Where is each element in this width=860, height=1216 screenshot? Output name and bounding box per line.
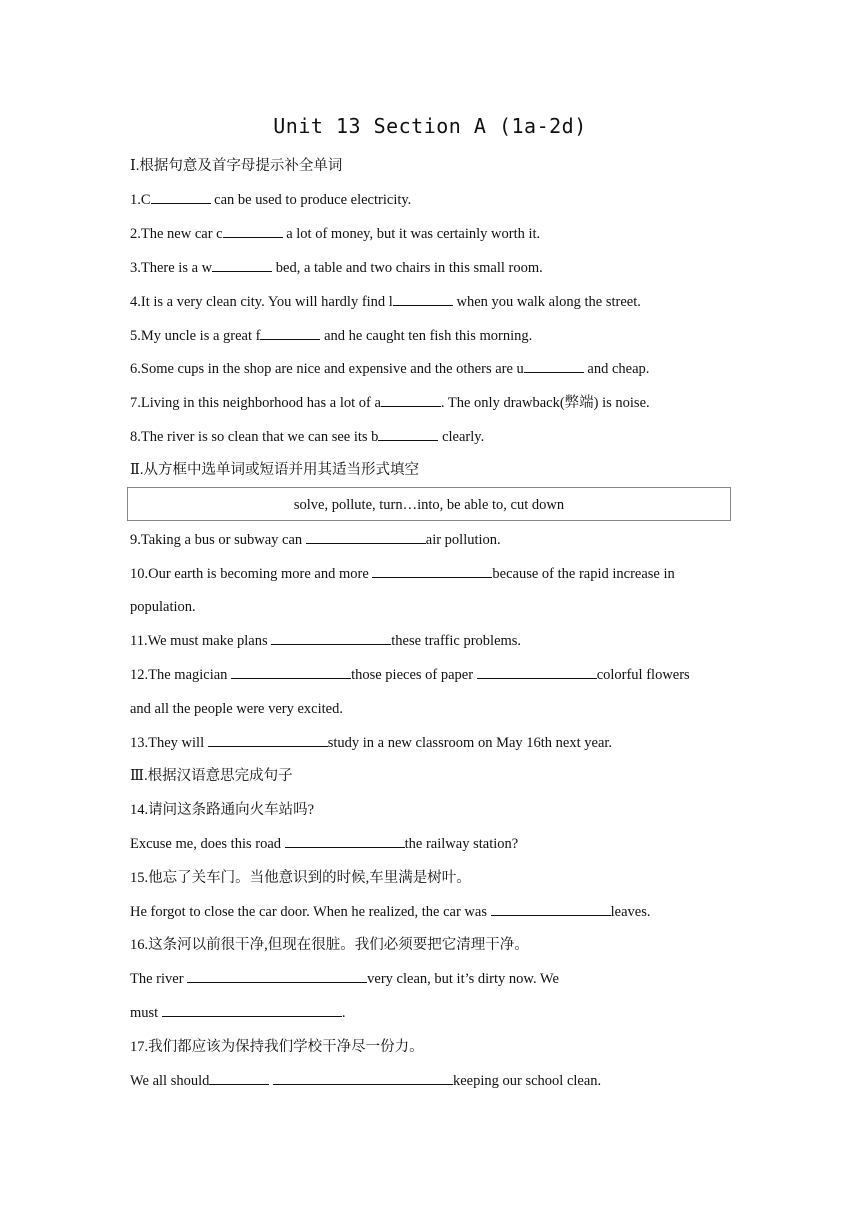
question-17-chinese: 17.我们都应该为保持我们学校干净尽一份力。 [130, 1039, 424, 1055]
answer-blank[interactable] [209, 1071, 269, 1085]
answer-blank[interactable] [260, 326, 320, 340]
answer-blank[interactable] [524, 359, 584, 373]
question-10: 10.Our earth is becoming more and more because of the rapid increase in [130, 566, 675, 582]
answer-blank[interactable] [273, 1071, 453, 1085]
answer-blank[interactable] [285, 834, 405, 848]
question-15-chinese: 15.他忘了关车门。当他意识到的时候,车里满是树叶。 [130, 870, 471, 886]
answer-blank[interactable] [378, 427, 438, 441]
answer-blank[interactable] [477, 665, 597, 679]
part1-heading: Ⅰ.根据句意及首字母提示补全单词 [130, 158, 343, 174]
question-4: 4.It is a very clean city. You will hardly find l when you walk along the street. [130, 294, 641, 310]
question-7: 7.Living in this neighborhood has a lot of a . The only drawback(弊端) is noise. [130, 395, 650, 411]
question-11: 11.We must make plans these traffic problems. [130, 633, 522, 649]
question-1: 1.C can be used to produce electricity. [130, 192, 412, 208]
answer-blank[interactable] [231, 665, 351, 679]
answer-blank[interactable] [271, 631, 391, 645]
question-3: 3.There is a w bed, a table and two chairs in this small room. [130, 260, 543, 276]
answer-blank[interactable] [393, 292, 453, 306]
page-title: Unit 13 Section A (1a-2d) [273, 114, 587, 138]
question-17: We all should keeping our school clean. [130, 1073, 602, 1089]
answer-blank[interactable] [223, 224, 283, 238]
question-12-continued: and all the people were very excited. [130, 701, 343, 717]
question-9: 9.Taking a bus or subway can air pollution. [130, 532, 501, 548]
answer-blank[interactable] [162, 1003, 342, 1017]
answer-blank[interactable] [491, 902, 611, 916]
question-5: 5.My uncle is a great f and he caught ten fish this morning. [130, 328, 533, 344]
answer-blank[interactable] [208, 733, 328, 747]
question-6: 6.Some cups in the shop are nice and expensive and the others are u and cheap. [130, 361, 650, 377]
question-16-continued: must . [130, 1005, 346, 1021]
question-2: 2.The new car c a lot of money, but it was certainly worth it. [130, 226, 541, 242]
question-14: Excuse me, does this road the railway station? [130, 836, 519, 852]
answer-blank[interactable] [381, 393, 441, 407]
question-8: 8.The river is so clean that we can see its b clearly. [130, 429, 485, 445]
part3-heading: Ⅲ.根据汉语意思完成句子 [130, 768, 293, 784]
answer-blank[interactable] [306, 530, 426, 544]
question-16-chinese: 16.这条河以前很干净,但现在很脏。我们必须要把它清理干净。 [130, 937, 529, 953]
answer-blank[interactable] [151, 190, 211, 204]
part2-heading: Ⅱ.从方框中选单词或短语并用其适当形式填空 [130, 462, 419, 478]
question-15: He forgot to close the car door. When he realized, the car was leaves. [130, 904, 651, 920]
question-14-chinese: 14.请问这条路通向火车站吗? [130, 802, 315, 818]
question-12: 12.The magician those pieces of paper colorful flowers [130, 667, 690, 683]
answer-blank[interactable] [212, 258, 272, 272]
answer-blank[interactable] [372, 564, 492, 578]
question-16: The river very clean, but it’s dirty now. We [130, 971, 559, 987]
word-bank-box: solve, pollute, turn…into, be able to, cut down [127, 487, 731, 521]
answer-blank[interactable] [187, 969, 367, 983]
question-13: 13.They will study in a new classroom on May 16th next year. [130, 735, 613, 751]
question-10-continued: population. [130, 599, 196, 615]
